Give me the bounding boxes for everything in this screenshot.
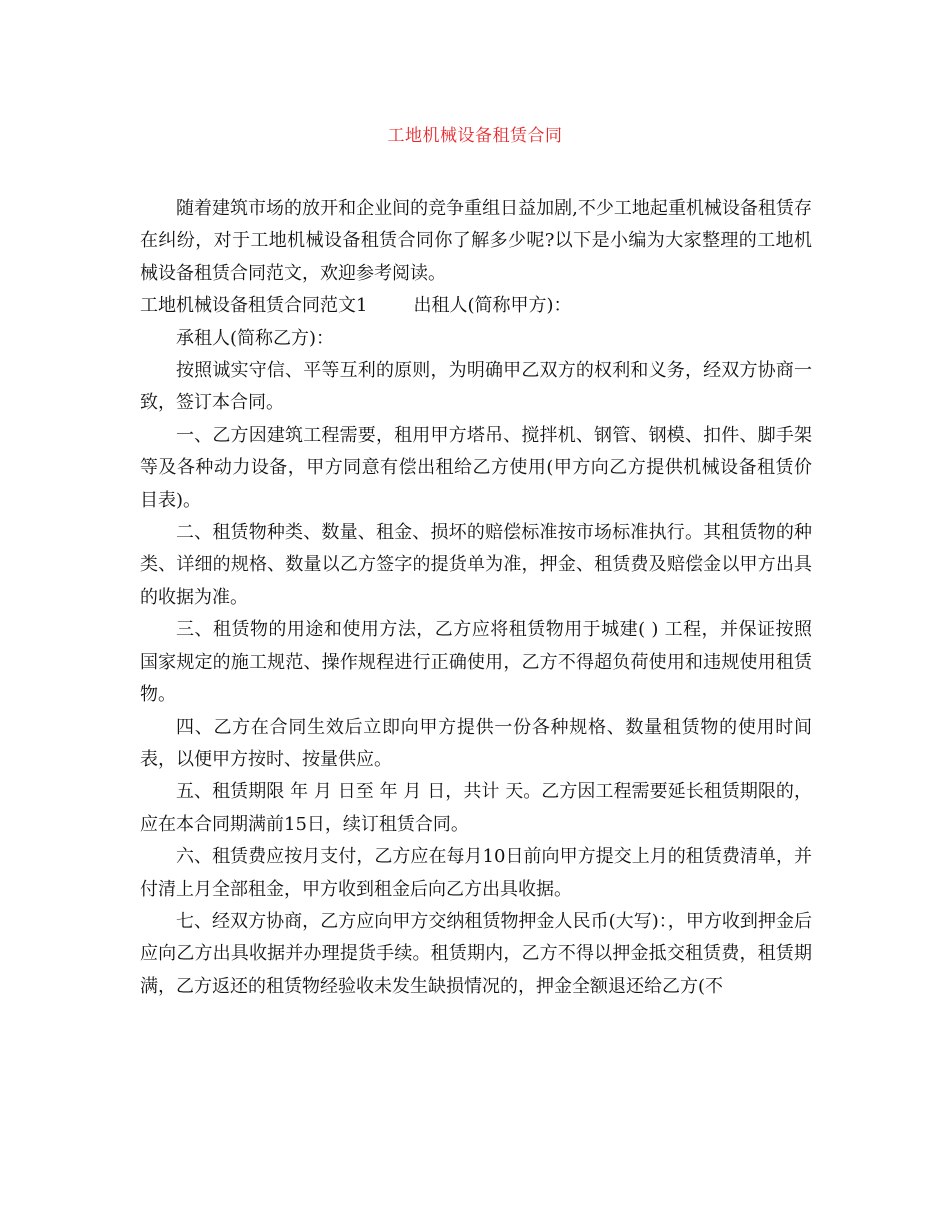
lessee-label: 承租人(简称乙方)： [176,327,335,349]
paragraph-clause-3: 三、租赁物的用途和使用方法，乙方应将租赁物用于城建( ) 工程，并保证按照国家规定的施工规范、操作规程进行正确使用，乙方不得超负荷使用和违规使用租赁物。 [140,619,812,706]
paragraph-clause-6: 六、租赁费应按月支付，乙方应在每月10日前向甲方提交上月的租赁费清单，并付清上月全部租金，甲方收到租金后向乙方出具收据。 [140,846,812,900]
paragraph-clause-1: 一、乙方因建筑工程需要，租用甲方塔吊、搅拌机、钢管、钢模、扣件、脚手架等及各种动力设备，甲方同意有偿出租给乙方使用(甲方向乙方提供机械设备租赁价目表)。 [140,424,812,511]
paragraph-clause-5: 五、租赁期限 年 月 日至 年 月 日，共计 天。乙方因工程需要延长租赁期限的，应在本合同期满前15日，续订租赁合同。 [140,781,812,835]
document-title: 工地机械设备租赁合同 [387,126,563,146]
paragraph-clause-7: 七、经双方协商，乙方应向甲方交纳租赁物押金人民币(大写)：，甲方收到押金后应向乙方出具收据并办理提货手续。租赁期内，乙方不得以押金抵交租赁费，租赁期满，乙方返还的租赁物经验收未发生缺损情况的，押金全额退还给乙方(不 [140,910,812,997]
paragraph-clause-4: 四、乙方在合同生效后立即向甲方提供一份各种规格、数量租赁物的使用时间表，以便甲方按时、按量供应。 [140,716,812,770]
lessor-label: 出租人(简称甲方)： [413,295,572,317]
sample-heading-line [140,290,812,322]
sample-heading: 工地机械设备租赁合同范文1 [140,295,368,317]
intro-paragraph: 随着建筑市场的放开和企业间的竞争重组日益加剧,不少工地起重机械设备租赁存在纠纷，对于工地机械设备租赁合同你了解多少呢?以下是小编为大家整理的工地机械设备租赁合同范文，欢迎参考阅读。 [140,198,812,284]
document-body [140,193,812,1003]
paragraph-preamble: 按照诚实守信、平等互利的原则，为明确甲乙双方的权利和义务，经双方协商一致，签订本合同。 [140,360,812,414]
paragraph-clause-2: 二、租赁物种类、数量、租金、损坏的赔偿标准按市场标准执行。其租赁物的种类、详细的规格、数量以乙方签字的提货单为准，押金、租赁费及赔偿金以甲方出具的收据为准。 [140,522,812,608]
